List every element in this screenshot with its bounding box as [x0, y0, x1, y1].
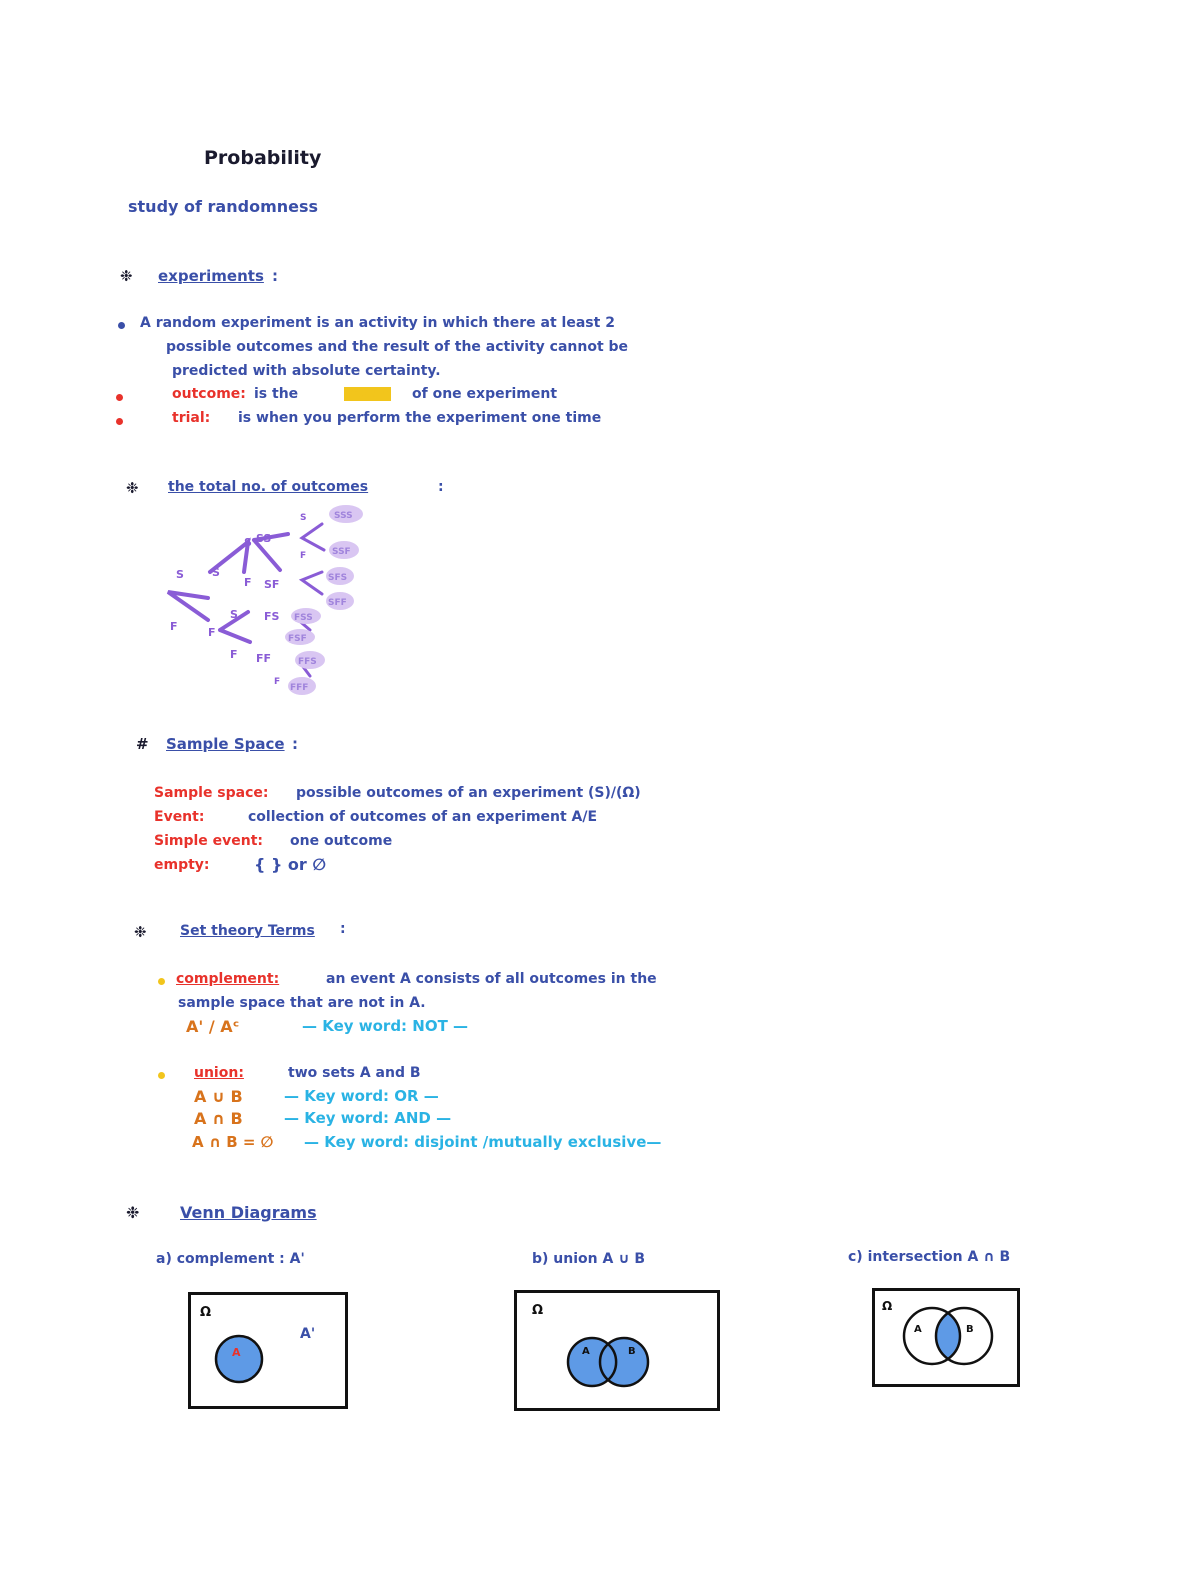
tree-leaf-branch — [302, 524, 324, 550]
section-marker: ❉ — [126, 479, 139, 497]
section-marker: # — [136, 735, 149, 753]
disjoint-keyword: — Key word: disjoint /mutually exclusive— — [304, 1133, 662, 1151]
simple-event-term: Simple event: — [154, 833, 264, 849]
simple-event-def: one outcome — [290, 833, 393, 849]
tree-leaf: FFS — [298, 657, 317, 667]
venn-omega: Ω — [882, 1299, 893, 1313]
venn-omega: Ω — [200, 1305, 212, 1320]
tree-branch-root — [168, 592, 208, 620]
complement-def-line2: sample space that are not in A. — [178, 995, 426, 1011]
union-keyword: — Key word: OR — — [284, 1087, 439, 1105]
outcome-def-post: of one experiment — [412, 386, 558, 402]
set-theory-colon: : — [340, 921, 346, 937]
tree-label: SS — [256, 532, 272, 545]
tree-leaf: FFF — [290, 683, 309, 693]
venn-heading: Venn Diagrams — [180, 1203, 317, 1222]
venn-omega: Ω — [532, 1303, 544, 1318]
section-marker: ❉ — [126, 1203, 140, 1222]
experiments-heading: experiments — [158, 267, 264, 285]
tree-label: F — [208, 626, 216, 639]
tree-label: F — [274, 677, 281, 687]
tree-leaf: SSS — [334, 511, 353, 521]
trial-def: is when you perform the experiment one time — [238, 410, 602, 426]
tree-leaf: FSS — [294, 613, 313, 623]
venn-box — [190, 1294, 347, 1408]
tree-label: F — [230, 648, 238, 661]
outcome-def-pre: is the — [254, 386, 299, 402]
union-notation: A ∪ B — [194, 1087, 243, 1106]
venn-union — [514, 1290, 722, 1412]
bullet — [116, 418, 123, 425]
venn-circle-a-label: A — [232, 1346, 241, 1359]
complement-keyword: — Key word: NOT — — [302, 1017, 469, 1035]
total-outcomes-heading: the total no. of outcomes — [168, 479, 369, 495]
disjoint-notation: A ∩ B = ∅ — [192, 1133, 274, 1151]
venn-a-prime-label: A' — [300, 1326, 316, 1342]
event-term: Event: — [154, 809, 205, 825]
tree-label: FS — [264, 610, 280, 623]
tree-label: S — [230, 608, 238, 621]
event-def: collection of outcomes of an experiment A/E — [248, 809, 598, 825]
tree-leaf: SFS — [328, 573, 348, 583]
trial-term: trial: — [172, 410, 211, 426]
venn-a-label: a) complement : A' — [156, 1251, 305, 1267]
tree-label: FF — [256, 652, 272, 665]
intersection-keyword: — Key word: AND — — [284, 1109, 452, 1127]
tree-leaf: SFF — [328, 598, 347, 608]
page-subtitle: study of randomness — [128, 197, 319, 216]
tree-label: F — [244, 576, 252, 589]
total-outcomes-colon: : — [438, 479, 444, 495]
empty-term: empty: — [154, 857, 210, 873]
set-theory-heading: Set theory Terms — [180, 923, 315, 939]
bullet — [118, 322, 125, 329]
empty-def: { } or ∅ — [254, 855, 327, 874]
outcome-highlight-word: result — [346, 386, 389, 401]
page-title: Probability — [204, 147, 322, 169]
section-marker: ❉ — [134, 923, 147, 941]
complement-term: complement: — [176, 971, 280, 987]
venn-circle-b-label: B — [628, 1346, 636, 1357]
sample-space-colon: : — [292, 735, 298, 753]
bullet — [116, 394, 123, 401]
sample-space-heading: Sample Space — [166, 735, 285, 753]
tree-label: F — [300, 551, 307, 561]
experiments-colon: : — [272, 267, 278, 285]
intersection-notation: A ∩ B — [194, 1109, 243, 1128]
tree-leaf-branch — [302, 572, 322, 594]
complement-def: an event A consists of all outcomes in the — [326, 971, 657, 987]
sample-space-term: Sample space: — [154, 785, 269, 801]
union-term: union: — [194, 1065, 244, 1081]
union-def: two sets A and B — [288, 1065, 421, 1081]
sample-space-def: possible outcomes of an experiment (S)/(Ω) — [296, 785, 641, 801]
tree-label: S — [244, 536, 252, 549]
venn-circle-a-label: A — [914, 1324, 922, 1335]
venn-b-label: b) union A ∪ B — [532, 1251, 646, 1267]
section-marker: ❉ — [120, 267, 133, 285]
tree-label: S — [212, 566, 220, 579]
experiment-def-line3: predicted with absolute certainty. — [172, 363, 441, 379]
experiment-def-line2: possible outcomes and the result of the activity cannot be — [166, 339, 629, 355]
venn-circle-b-label: B — [966, 1324, 974, 1335]
tree-label: S — [300, 513, 307, 523]
complement-notation: A' / Aᶜ — [186, 1017, 240, 1036]
tree-label: S — [176, 568, 184, 581]
venn-intersection — [872, 1288, 1022, 1388]
bullet — [158, 1072, 165, 1079]
experiment-def-line1: A random experiment is an activity in which there at least 2 — [140, 315, 615, 331]
venn-circle-a — [216, 1336, 262, 1382]
tree-label: SF — [264, 578, 280, 591]
tree-leaf: FSF — [288, 634, 307, 644]
tree-diagram — [160, 500, 380, 700]
outcome-term: outcome: — [172, 386, 246, 402]
venn-circle-a-label: A — [582, 1346, 590, 1357]
venn-complement — [188, 1292, 350, 1410]
venn-c-label: c) intersection A ∩ B — [848, 1249, 1011, 1265]
tree-leaf: SSF — [332, 547, 351, 557]
tree-label: F — [170, 620, 178, 633]
venn-circle-b — [600, 1338, 648, 1386]
bullet — [158, 978, 165, 985]
